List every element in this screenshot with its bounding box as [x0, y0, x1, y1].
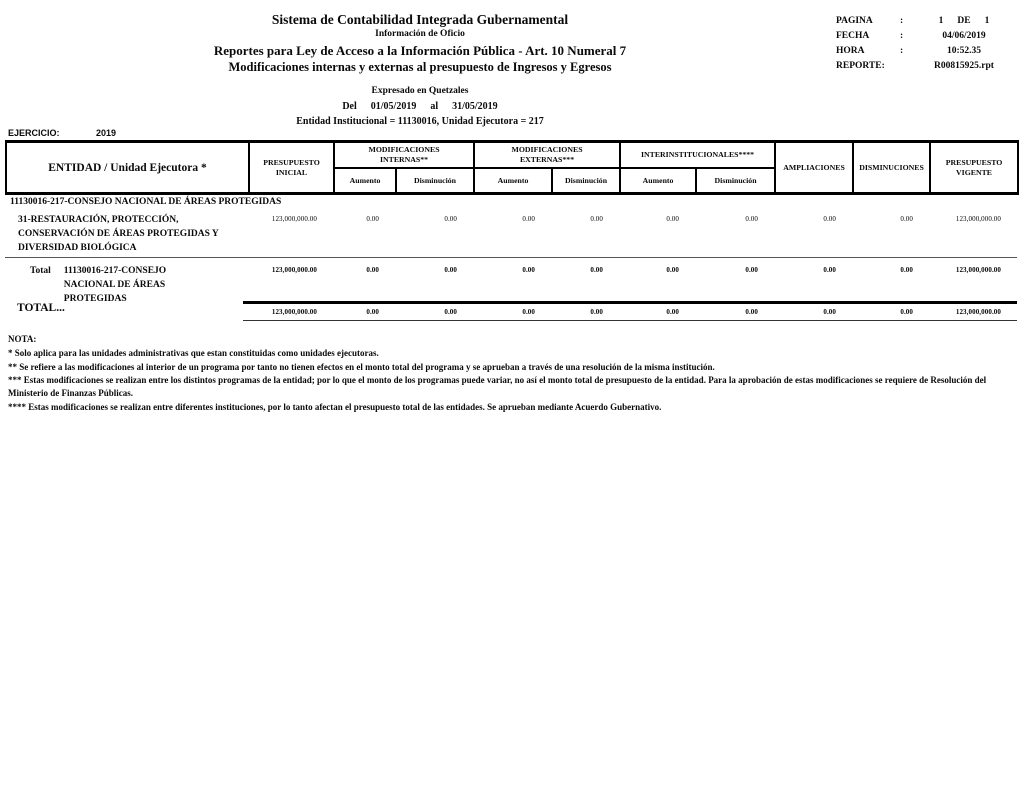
group-header-internas — [334, 142, 474, 168]
meta-row-fecha — [836, 31, 1012, 42]
meta-row-reporte — [836, 61, 1012, 72]
hora-sep: : — [900, 46, 904, 56]
col-header-presupuesto-vigente — [930, 142, 1018, 194]
currency-note: Expresado en Quetzales — [371, 86, 469, 96]
report-table-header — [5, 140, 1019, 195]
table-row — [5, 213, 1017, 255]
total-row — [5, 264, 1017, 306]
meta-row-pagina — [836, 16, 1012, 27]
pagina-current: 1 — [938, 16, 944, 26]
total-externas-disminucion: 0.00 — [590, 266, 603, 274]
total-word: Total — [30, 266, 51, 276]
total-interinst-aumento: 0.00 — [666, 266, 679, 274]
subcol-externas-disminucion: Disminución — [552, 168, 620, 194]
period-prefix: Del — [342, 101, 357, 112]
cell-externas-disminucion: 0.00 — [590, 215, 603, 223]
total-presupuesto-vigente: 123,000,000.00 — [955, 266, 1001, 274]
fecha-sep: : — [900, 31, 904, 41]
period-mid: al — [430, 101, 439, 112]
total-label — [5, 264, 248, 306]
ejercicio-value: 2019 — [96, 128, 117, 138]
divider-grand-total-top — [243, 301, 1017, 304]
grand-ampliaciones: 0.00 — [823, 308, 836, 316]
cell-interinst-disminucion: 0.00 — [745, 215, 758, 223]
reporte-value: R00815925.rpt — [934, 61, 994, 71]
grand-interinst-aumento: 0.00 — [666, 308, 679, 316]
internas-line2: INTERNAS** — [379, 154, 429, 164]
total-entity-name: 11130016-217-CONSEJO NACIONAL DE ÁREAS PROTEGIDAS — [63, 266, 167, 304]
fecha-value: 04/06/2019 — [942, 31, 986, 41]
report-subtitle-1: Información de Oficio — [375, 29, 465, 39]
pagina-label: PAGINA — [836, 16, 873, 26]
subcol-internas-disminucion: Disminución — [396, 168, 474, 194]
report-subtitle-2: Reportes para Ley de Acceso a la Información Pública - Art. 10 Numeral 7 — [213, 43, 627, 58]
grand-disminuciones: 0.00 — [900, 308, 913, 316]
program-name: 31-RESTAURACIÓN, PROTECCIÓN, CONSERVACIÓN DE ÁREAS PROTEGIDAS Y DIVERSIDAD BIOLÓGICA — [18, 215, 219, 253]
nota-title: NOTA: — [8, 334, 37, 344]
reporte-sep — [900, 61, 916, 72]
reporte-label: REPORTE: — [836, 61, 885, 71]
grand-interinst-disminucion: 0.00 — [745, 308, 758, 316]
presupuesto-inicial-line2: INICIAL — [275, 167, 308, 177]
col-header-ampliaciones: AMPLIACIONES — [775, 142, 853, 194]
cell-disminuciones: 0.00 — [900, 215, 913, 223]
pagina-total: 1 — [984, 16, 990, 26]
subcol-interinst-aumento: Aumento — [620, 168, 696, 194]
entity-line: Entidad Institucional = 11130016, Unidad Ejecutora = 217 — [296, 116, 544, 127]
grand-presupuesto-inicial: 123,000,000.00 — [271, 308, 317, 316]
col-header-presupuesto-inicial — [249, 142, 334, 194]
cell-interinst-aumento: 0.00 — [666, 215, 679, 223]
total-internas-aumento: 0.00 — [366, 266, 379, 274]
presupuesto-vigente-line1: PRESUPUESTO — [945, 158, 1003, 167]
ejercicio-label: EJERCICIO: — [8, 128, 60, 138]
col-header-entidad: ENTIDAD / Unidad Ejecutora * — [6, 142, 249, 194]
footnotes — [8, 333, 1010, 414]
report-meta — [836, 16, 1012, 76]
report-subtitle-3: Modificaciones internas y externas al presupuesto de Ingresos y Egresos — [228, 60, 612, 74]
hora-label: HORA — [836, 46, 865, 56]
presupuesto-inicial-line1: PRESUPUESTO — [263, 158, 320, 167]
period-from: 01/05/2019 — [370, 101, 417, 112]
presupuesto-vigente-line2: VIGENTE — [956, 167, 993, 177]
grand-externas-disminucion: 0.00 — [590, 308, 603, 316]
pagina-value — [916, 16, 1012, 27]
total-internas-disminucion: 0.00 — [444, 266, 457, 274]
total-interinst-disminucion: 0.00 — [745, 266, 758, 274]
externas-line1: MODIFICACIONES — [511, 145, 583, 155]
fecha-label: FECHA — [836, 31, 870, 41]
subcol-externas-aumento: Aumento — [474, 168, 552, 194]
cell-internas-disminucion: 0.00 — [444, 215, 457, 223]
grand-total-row — [5, 306, 1017, 316]
externas-line2: EXTERNAS*** — [519, 154, 575, 164]
cell-internas-aumento: 0.00 — [366, 215, 379, 223]
grand-internas-disminucion: 0.00 — [444, 308, 457, 316]
grand-total-spacer — [5, 306, 248, 316]
total-externas-aumento: 0.00 — [522, 266, 535, 274]
total-presupuesto-inicial: 123,000,000.00 — [271, 266, 317, 274]
pagina-de-label: DE — [957, 16, 971, 26]
grand-externas-aumento: 0.00 — [522, 308, 535, 316]
cell-ampliaciones: 0.00 — [823, 215, 836, 223]
meta-row-hora — [836, 46, 1012, 57]
footnote-2: ** Se refiere a las modificaciones al interior de un programa por tanto no tienen efectos en el monto total del programa y se aprueban a través de una resolución de la misma institución. — [8, 361, 715, 372]
grand-internas-aumento: 0.00 — [366, 308, 379, 316]
subcol-internas-aumento: Aumento — [334, 168, 396, 194]
divider-grand-total-bottom — [243, 320, 1017, 321]
report-title: Sistema de Contabilidad Integrada Gubernamental — [271, 12, 569, 27]
total-ampliaciones: 0.00 — [823, 266, 836, 274]
hora-value: 10:52.35 — [946, 46, 982, 56]
footnote-3: *** Estas modificaciones se realizan entre los distintos programas de la entidad; por lo que el monto de los programas puede variar, no así el monto total de presupuesto de la entidad. Para la aprobación de estas modificaciones se requiere de Resolución del Ministerio de Finanzas Públicas. — [8, 375, 987, 398]
cell-externas-aumento: 0.00 — [522, 215, 535, 223]
col-header-disminuciones: DISMINUCIONES — [853, 142, 930, 194]
internas-line1: MODIFICACIONES — [368, 145, 440, 155]
subcol-interinst-disminucion: Disminución — [696, 168, 775, 194]
entity-section-title: 11130016-217-CONSEJO NACIONAL DE ÁREAS PROTEGIDAS — [10, 197, 282, 207]
footnote-4: **** Estas modificaciones se realizan entre diferentes instituciones, por lo tanto afectan el presupuesto total de las entidades. Se aprueban mediante Acuerdo Gubernativo. — [8, 401, 662, 412]
period-line — [150, 101, 690, 112]
footnote-1: * Solo aplica para las unidades administrativas que estan constituidas como unidades ejecutoras. — [8, 348, 379, 358]
group-header-externas — [474, 142, 620, 168]
grand-presupuesto-vigente: 123,000,000.00 — [955, 308, 1001, 316]
divider-above-total — [5, 257, 1017, 258]
total-disminuciones: 0.00 — [900, 266, 913, 274]
period-to: 31/05/2019 — [452, 101, 498, 112]
document-header — [150, 12, 690, 127]
cell-presupuesto-vigente: 123,000,000.00 — [955, 215, 1001, 223]
pagina-sep: : — [900, 16, 904, 26]
group-header-interinstitucionales: INTERINSTITUCIONALES**** — [620, 142, 775, 168]
cell-presupuesto-inicial: 123,000,000.00 — [271, 215, 317, 223]
grand-total-label: TOTAL... — [17, 302, 65, 314]
